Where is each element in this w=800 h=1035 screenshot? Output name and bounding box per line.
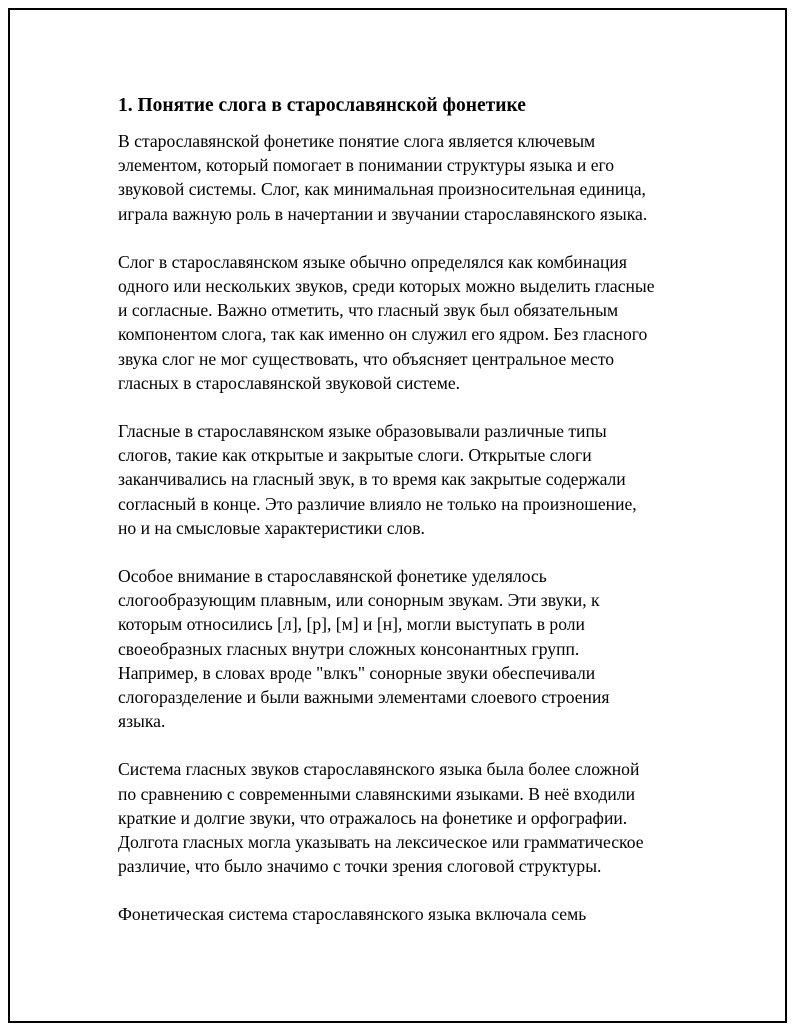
text-line: В старославянской фонетике понятие слога является ключевым	[118, 131, 596, 151]
text-line: Слог в старославянском языке обычно определялся как комбинация	[118, 251, 627, 272]
document-body	[118, 91, 718, 951]
text-line: языка.	[118, 711, 166, 732]
text-line: и согласные. Важно отметить, что гласный звук был обязательным	[118, 300, 619, 321]
text-line: Долгота гласных могла указывать на лексическое или грамматическое	[118, 832, 644, 853]
text-line: Гласные в старославянском языке образовывали различные типы	[118, 421, 607, 442]
text-line: Особое внимание в старославянской фонетике уделялось	[118, 566, 547, 587]
text-line: Например, в словах вроде "влкъ" сонорные звуки обеспечивали	[118, 662, 596, 683]
text-line: звуковой системы. Слог, как минимальная произносительная единица,	[118, 179, 646, 200]
text-line: согласный в конце. Это различие влияло не только на произношение,	[118, 493, 637, 514]
text-line: звука слог не мог существовать, что объясняет центральное место	[118, 348, 615, 369]
text-line: Фонетическая система старославянского языка включала семь	[118, 904, 587, 925]
text-line: но и на смысловые характеристики слов.	[118, 517, 425, 538]
text-line: гласных в старославянской звуковой системе.	[118, 372, 461, 393]
text-line: одного или нескольких звуков, среди которых можно выделить гласные	[118, 276, 655, 297]
text-line: компонентом слога, так как именно он служил его ядром. Без гласного	[118, 324, 648, 345]
text-line: которым относились [л], [р], [м] и [н], могли выступать в роли	[118, 614, 585, 635]
text-line: слогов, такие как открытые и закрытые слоги. Открытые слоги	[118, 445, 592, 466]
text-line: краткие и долгие звуки, что отражалось на фонетике и орфографии.	[118, 807, 628, 828]
paragraph-2	[118, 250, 718, 395]
text-line: слогоразделение и были важными элементами слоевого строения	[118, 687, 610, 708]
text-line: слогообразующим плавным, или сонорным звукам. Эти звуки, к	[118, 590, 600, 611]
text-line: по сравнению с современными славянскими языками. В неё входили	[118, 783, 636, 804]
text-line: своеобразных гласных внутри сложных консонантных групп.	[118, 638, 580, 659]
paragraph-6	[118, 902, 718, 926]
text-line: играла важную роль в начертании и звучании старославянского языка.	[118, 203, 648, 224]
paragraph-3	[118, 419, 718, 540]
section-heading: 1. Понятие слога в старославянской фонетике	[118, 95, 526, 116]
text-line: элементом, который помогает в понимании структуры языка и его	[118, 155, 615, 176]
text-line: заканчивались на гласный звук, в то время как закрытые содержали	[118, 469, 626, 490]
paragraph-4	[118, 564, 718, 733]
paragraph-1	[118, 129, 718, 226]
text-line: Система гласных звуков старославянского языка была более сложной	[118, 759, 640, 780]
paragraph-5	[118, 757, 718, 878]
text-line: различие, что было значимо с точки зрения слоговой структуры.	[118, 856, 602, 877]
